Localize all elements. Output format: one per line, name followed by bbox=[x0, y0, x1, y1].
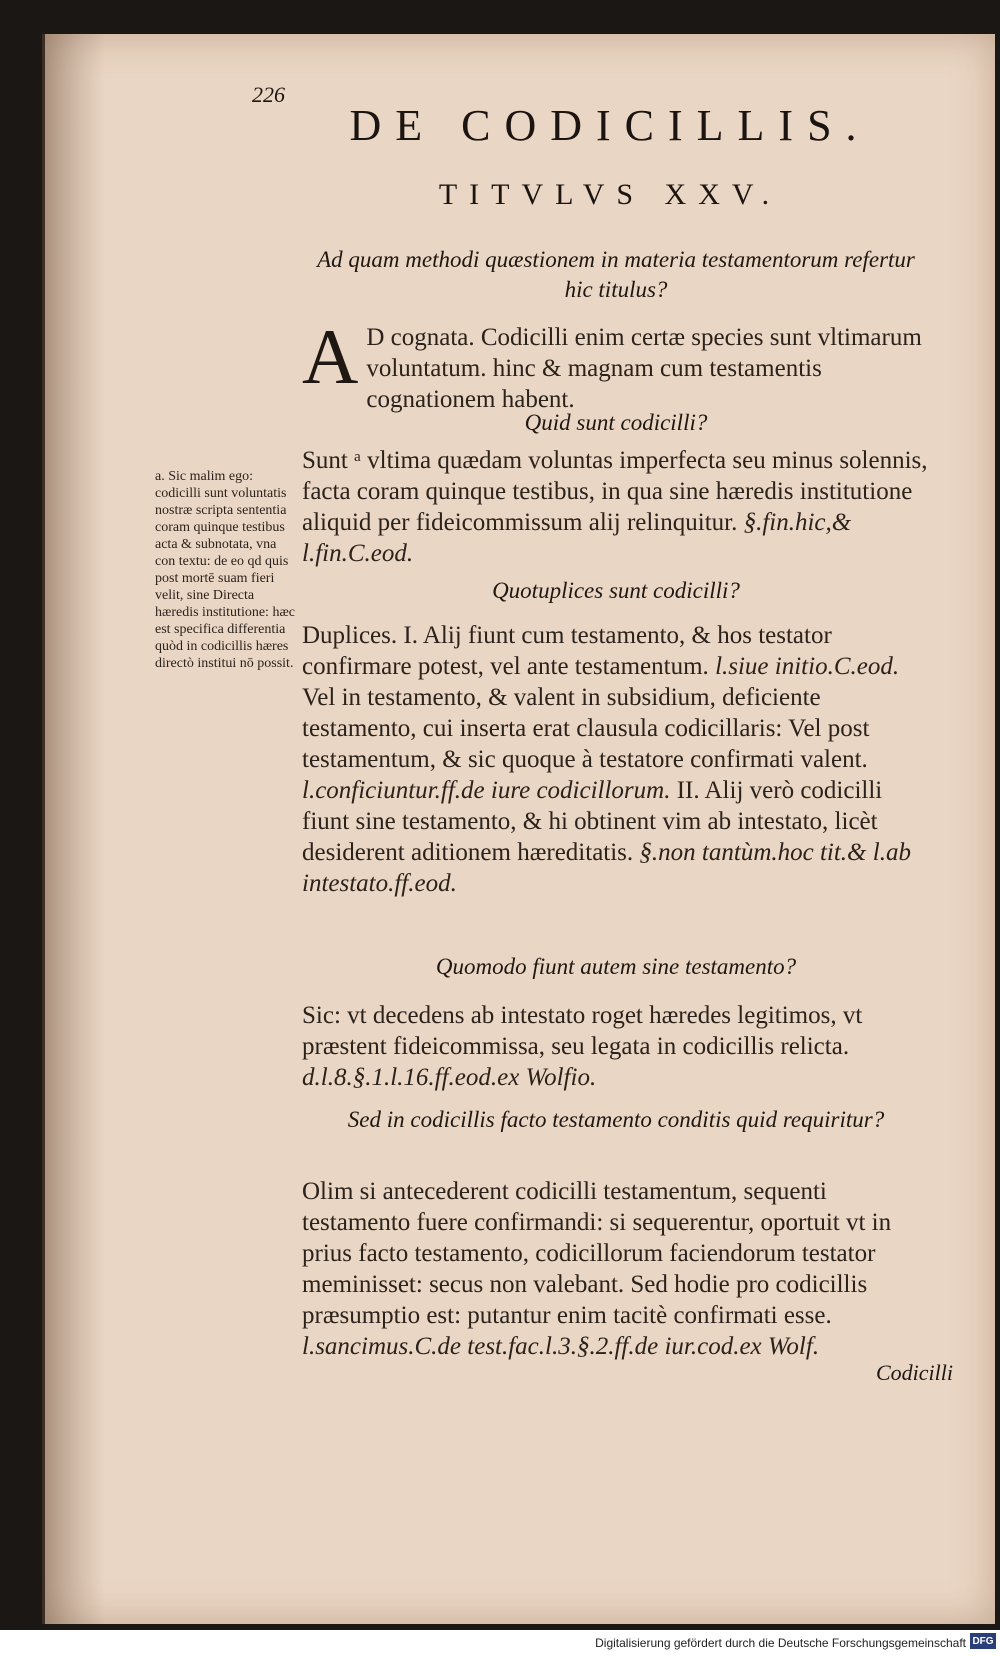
paragraph-5 bbox=[302, 1176, 930, 1362]
paragraph-3a-reference: l.siue initio.C.eod. bbox=[715, 653, 900, 680]
gutter-shadow bbox=[45, 34, 105, 1624]
funding-credit: Digitalisierung gefördert durch die Deutsche Forschungsgemeinschaft bbox=[595, 1636, 966, 1650]
paragraph-3c-reference: §.non tantùm.hoc tit.& l.ab intestato.ff.eod. bbox=[302, 839, 911, 897]
paragraph-3b-text: Vel in testamento, & valent in subsidium, deficiente testamento, cui inserta erat clausula codicillaris: Vel post testamentum, & sic quoque à testatore confirmati valent. bbox=[302, 684, 870, 773]
question-2: Quid sunt codicilli? bbox=[524, 410, 708, 435]
paragraph-5-text: Olim si antecederent codicilli testamentum, sequenti testamento fuere confirmandi: si sequerentur, oportuit vt in prius facto testamento, codicillorum faciendorum testator meminisset: secus non valebant. Sed hodie pro codicillis præsumptio est: putantur enim tacitè confirmati esse. bbox=[302, 1178, 892, 1329]
paragraph-4 bbox=[302, 1000, 930, 1093]
catchword: Codicilli bbox=[876, 1360, 953, 1385]
page-title: DE CODICILLIS. bbox=[349, 101, 871, 150]
page-number: 226 bbox=[252, 82, 285, 107]
question-5: Sed in codicillis facto testamento conditis quid requiritur? bbox=[347, 1107, 885, 1132]
paragraph-4-reference: d.l.8.§.1.l.16.ff.eod.ex Wolfio. bbox=[302, 1064, 597, 1091]
question-4: Quomodo fiunt autem sine testamento? bbox=[435, 954, 797, 979]
paragraph-1 bbox=[302, 313, 930, 415]
paragraph-5-reference: l.sancimus.C.de test.fac.l.3.§.2.ff.de iur.cod.ex Wolf. bbox=[302, 1333, 820, 1360]
paragraph-3c-text: II. Alij verò codicilli fiunt sine testamento, & hi obtinent vim ab intestato, licèt desiderent aditionem hæreditatis. bbox=[302, 777, 883, 866]
question-3: Quotuplices sunt codicilli? bbox=[492, 578, 740, 603]
paragraph-1-text: D cognata. Codicilli enim certæ species sunt vltimarum voluntatum. hinc & magnam cum testamentis cognationem habent. bbox=[366, 324, 922, 413]
paragraph-3 bbox=[302, 620, 930, 899]
margin-note: a. Sic malim ego: codicilli sunt voluntatis nostræ scripta sententia coram quinque testibus acta & subnotata, vna con textu: de eo qd quis post mortē suam fieri velit, sine Directa hæredis institutione: hæc est specifica differentia quòd in codicillis hæres directò institui nō possit. bbox=[155, 469, 295, 671]
paragraph-2-reference: §.fin.hic,& l.fin.C.eod. bbox=[302, 509, 852, 567]
question-1: Ad quam methodi quæstionem in materia testamentorum refertur hic titulus? bbox=[317, 247, 915, 302]
paragraph-2-text: Sunt ᵃ vltima quædam voluntas imperfecta seu minus solennis, facta coram quinque testibus, in qua sine hæredis institutione aliquid per fideicommissum alij relinquitur. bbox=[302, 447, 928, 536]
paragraph-3a-text: Duplices. I. Alij fiunt cum testamento, & hos testator confirmare potest, vel ante testamentum. bbox=[302, 622, 832, 680]
dfg-logo: DFG bbox=[970, 1633, 996, 1649]
title-subheading: TITVLVS XXV. bbox=[438, 178, 782, 211]
paragraph-3b-reference: l.conficiuntur.ff.de iure codicillorum. bbox=[302, 777, 671, 804]
paragraph-4-text: Sic: vt decedens ab intestato roget hæredes legitimos, vt præstent fideicommissa, seu legata in codicillis relicta. bbox=[302, 1002, 863, 1060]
drop-cap: A bbox=[302, 313, 359, 400]
paragraph-2 bbox=[302, 445, 930, 569]
